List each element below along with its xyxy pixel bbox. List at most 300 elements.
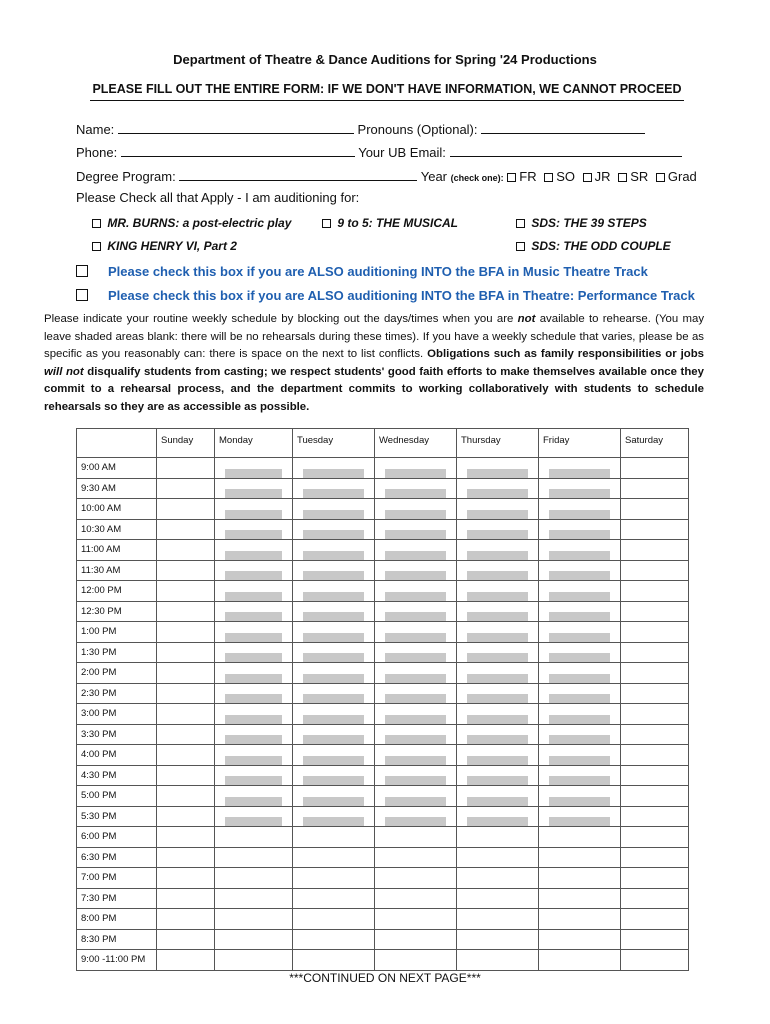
schedule-cell[interactable] [457,806,539,827]
shaded-block [225,571,282,580]
schedule-cell[interactable] [375,581,457,602]
table-row [77,827,689,848]
schedule-cell[interactable] [457,888,539,909]
schedule-cell[interactable] [293,909,375,930]
table-row [77,765,689,786]
shaded-block [303,776,364,785]
shaded-block [385,776,446,785]
schedule-cell[interactable] [539,663,621,684]
schedule-cell[interactable] [293,704,375,725]
schedule-cell[interactable] [215,724,293,745]
schedule-cell[interactable] [157,704,215,725]
schedule-cell[interactable] [157,806,215,827]
schedule-cell[interactable] [215,786,293,807]
schedule-cell[interactable] [539,786,621,807]
schedule-cell[interactable] [621,683,689,704]
schedule-cell[interactable] [215,909,293,930]
schedule-cell[interactable] [457,765,539,786]
schedule-cell[interactable] [157,663,215,684]
schedule-cell[interactable] [457,519,539,540]
schedule-cell[interactable] [539,622,621,643]
shaded-block [385,797,446,806]
schedule-cell[interactable] [157,478,215,499]
schedule-cell[interactable] [375,868,457,889]
table-row [77,478,689,499]
schedule-cell[interactable] [293,786,375,807]
schedule-cell[interactable] [621,560,689,581]
schedule-cell[interactable] [293,847,375,868]
schedule-cell[interactable] [375,519,457,540]
year-option-fr[interactable]: FR [507,169,536,184]
schedule-cell[interactable] [293,622,375,643]
phone-row [76,144,682,160]
shaded-block [385,571,446,580]
schedule-cell[interactable] [293,663,375,684]
shaded-block [467,633,528,642]
schedule-cell[interactable] [375,888,457,909]
degree-field[interactable] [179,168,417,181]
time-label: 12:30 PM [77,601,157,622]
shaded-block [549,612,610,621]
schedule-cell[interactable] [215,642,293,663]
time-label: 5:00 PM [77,786,157,807]
checkbox-icon [516,219,525,228]
time-label: 9:00 AM [77,458,157,479]
schedule-cell[interactable] [215,704,293,725]
schedule-cell[interactable] [215,601,293,622]
schedule-cell[interactable] [215,499,293,520]
table-row [77,724,689,745]
schedule-cell[interactable] [457,458,539,479]
email-field[interactable] [450,144,682,157]
schedule-cell[interactable] [457,868,539,889]
table-row [77,519,689,540]
schedule-cell[interactable] [157,950,215,971]
table-row [77,540,689,561]
schedule-cell[interactable] [293,929,375,950]
schedule-cell[interactable] [621,909,689,930]
table-row [77,745,689,766]
check-prompt: Please Check all that Apply - I am auditioning for: [76,190,360,205]
shaded-block [467,817,528,826]
schedule-cell[interactable] [375,683,457,704]
schedule-cell[interactable] [457,540,539,561]
schedule-cell[interactable] [621,827,689,848]
schedule-cell[interactable] [621,519,689,540]
schedule-cell[interactable] [375,745,457,766]
shaded-block [385,674,446,683]
schedule-cell[interactable] [457,622,539,643]
shaded-block [549,735,610,744]
schedule-cell[interactable] [157,499,215,520]
schedule-cell[interactable] [621,642,689,663]
shaded-block [467,530,528,539]
schedule-cell[interactable] [539,601,621,622]
production-henry-vi[interactable]: KING HENRY VI, Part 2 [92,239,237,253]
checkbox-icon [507,173,516,182]
shaded-block [549,551,610,560]
time-label: 4:00 PM [77,745,157,766]
shaded-block [303,653,364,662]
schedule-cell[interactable] [539,888,621,909]
schedule-cell[interactable] [375,458,457,479]
schedule-cell[interactable] [215,868,293,889]
shaded-block [385,817,446,826]
shaded-block [549,530,610,539]
shaded-block [385,633,446,642]
schedule-cell[interactable] [375,929,457,950]
schedule-cell[interactable] [457,642,539,663]
schedule-cell[interactable] [539,560,621,581]
schedule-cell[interactable] [293,458,375,479]
schedule-cell[interactable] [621,765,689,786]
shaded-block [303,756,364,765]
schedule-cell[interactable] [457,929,539,950]
schedule-cell[interactable] [539,519,621,540]
shaded-block [303,489,364,498]
shaded-block [549,510,610,519]
checkbox-icon [322,219,331,228]
schedule-cell[interactable] [215,663,293,684]
schedule-cell[interactable] [621,806,689,827]
schedule-cell[interactable] [457,704,539,725]
schedule-cell[interactable] [157,724,215,745]
shaded-block [549,776,610,785]
time-label: 6:00 PM [77,827,157,848]
phone-field[interactable] [121,144,355,157]
year-option-sr[interactable]: SR [618,169,648,184]
shaded-block [549,571,610,580]
schedule-cell[interactable] [457,950,539,971]
schedule-cell[interactable] [293,478,375,499]
year-option-grad[interactable]: Grad [656,169,697,184]
year-label: Year [420,169,448,184]
schedule-cell[interactable] [457,601,539,622]
shaded-block [225,756,282,765]
schedule-cell[interactable] [293,642,375,663]
schedule-cell[interactable] [293,765,375,786]
schedule-cell[interactable] [539,724,621,745]
schedule-cell[interactable] [621,724,689,745]
schedule-cell[interactable] [157,683,215,704]
schedule-cell[interactable] [293,601,375,622]
schedule-cell[interactable] [539,765,621,786]
schedule-cell[interactable] [457,683,539,704]
production-mr-burns[interactable]: MR. BURNS: a post-electric play [92,216,291,230]
schedule-cell[interactable] [215,950,293,971]
name-field[interactable] [118,121,354,134]
day-header: Tuesday [293,429,375,458]
schedule-cell[interactable] [539,806,621,827]
schedule-cell[interactable] [457,786,539,807]
schedule-cell[interactable] [375,601,457,622]
schedule-cell[interactable] [375,950,457,971]
degree-row [76,168,697,184]
schedule-cell[interactable] [293,827,375,848]
schedule-cell[interactable] [375,642,457,663]
schedule-cell[interactable] [457,724,539,745]
schedule-cell[interactable] [539,745,621,766]
time-label: 11:30 AM [77,560,157,581]
schedule-cell[interactable] [539,540,621,561]
shaded-block [385,694,446,703]
schedule-cell[interactable] [293,806,375,827]
schedule-cell[interactable] [621,458,689,479]
shaded-block [225,776,282,785]
time-label: 7:00 PM [77,868,157,889]
shaded-block [225,817,282,826]
shaded-block [467,756,528,765]
schedule-cell[interactable] [293,519,375,540]
time-label: 9:30 AM [77,478,157,499]
shaded-block [225,592,282,601]
schedule-cell[interactable] [157,458,215,479]
shaded-block [549,715,610,724]
schedule-cell[interactable] [621,704,689,725]
shaded-block [467,715,528,724]
schedule-cell[interactable] [539,458,621,479]
shaded-block [467,797,528,806]
schedule-cell[interactable] [215,683,293,704]
schedule-cell[interactable] [293,950,375,971]
schedule-cell[interactable] [215,560,293,581]
schedule-cell[interactable] [157,847,215,868]
shaded-block [303,612,364,621]
time-label: 10:00 AM [77,499,157,520]
time-label: 10:30 AM [77,519,157,540]
schedule-cell[interactable] [215,827,293,848]
schedule-cell[interactable] [293,499,375,520]
schedule-cell[interactable] [457,909,539,930]
schedule-cell[interactable] [293,888,375,909]
schedule-cell[interactable] [457,560,539,581]
schedule-cell[interactable] [621,950,689,971]
schedule-cell[interactable] [375,806,457,827]
schedule-cell[interactable] [457,663,539,684]
shaded-block [385,469,446,478]
checkbox-icon [656,173,665,182]
schedule-cell[interactable] [157,909,215,930]
schedule-cell[interactable] [539,581,621,602]
schedule-cell[interactable] [621,478,689,499]
schedule-cell[interactable] [375,909,457,930]
schedule-cell[interactable] [539,827,621,848]
schedule-cell[interactable] [621,540,689,561]
time-label: 2:00 PM [77,663,157,684]
schedule-cell[interactable] [293,724,375,745]
table-row [77,499,689,520]
schedule-cell[interactable] [457,745,539,766]
shaded-block [303,797,364,806]
checkbox-icon [76,289,88,301]
schedule-cell[interactable] [621,499,689,520]
shaded-block [549,489,610,498]
bfa-performance-checkbox[interactable] [76,289,88,304]
checkbox-icon [92,219,101,228]
year-option-so[interactable]: SO [544,169,575,184]
schedule-cell[interactable] [375,847,457,868]
schedule-cell[interactable] [157,642,215,663]
schedule-cell[interactable] [621,581,689,602]
shaded-block [385,612,446,621]
shaded-block [385,551,446,560]
shaded-block [467,551,528,560]
schedule-cell[interactable] [539,478,621,499]
schedule-cell[interactable] [157,827,215,848]
shaded-block [467,735,528,744]
table-row [77,704,689,725]
schedule-cell[interactable] [215,806,293,827]
schedule-cell[interactable] [539,642,621,663]
shaded-block [549,633,610,642]
schedule-cell[interactable] [157,745,215,766]
shaded-block [549,674,610,683]
schedule-cell[interactable] [215,745,293,766]
schedule-cell[interactable] [157,929,215,950]
schedule-cell[interactable] [621,929,689,950]
schedule-cell[interactable] [621,601,689,622]
form-title: Department of Theatre & Dance Auditions for Spring '24 Productions [173,52,597,67]
schedule-cell[interactable] [375,622,457,643]
time-label: 12:00 PM [77,581,157,602]
production-odd-couple[interactable]: SDS: THE ODD COUPLE [516,239,671,253]
schedule-cell[interactable] [215,478,293,499]
schedule-cell[interactable] [215,622,293,643]
schedule-cell[interactable] [157,601,215,622]
schedule-cell[interactable] [621,786,689,807]
schedule-cell[interactable] [293,868,375,889]
schedule-cell[interactable] [375,765,457,786]
schedule-cell[interactable] [215,888,293,909]
table-row [77,622,689,643]
schedule-cell[interactable] [539,704,621,725]
schedule-cell[interactable] [539,499,621,520]
phone-label: Phone: [76,145,118,160]
schedule-cell[interactable] [621,888,689,909]
schedule-cell[interactable] [621,745,689,766]
schedule-cell[interactable] [215,458,293,479]
checkbox-icon [76,265,88,277]
schedule-cell[interactable] [375,724,457,745]
schedule-cell[interactable] [375,540,457,561]
schedule-cell[interactable] [157,581,215,602]
schedule-cell[interactable] [293,745,375,766]
schedule-cell[interactable] [215,929,293,950]
schedule-cell[interactable] [539,909,621,930]
shaded-block [225,469,282,478]
schedule-cell[interactable] [157,540,215,561]
schedule-cell[interactable] [621,622,689,643]
email-label: Your UB Email: [358,145,446,160]
bfa-music-theatre-label: Please check this box if you are ALSO auditioning INTO the BFA in Music Theatre Track [108,264,648,279]
schedule-cell[interactable] [157,519,215,540]
table-row [77,581,689,602]
schedule-cell[interactable] [539,929,621,950]
shaded-block [467,469,528,478]
instructions-paragraph: Please indicate your routine weekly schedule by blocking out the days/times when you are not available to rehearse. (You may leave shaded areas blank: there will be no rehearsals during these times). If you have a weekly schedule that varies, please be as specific as you reasonably can: there is space on the next to list conflicts. Obligations such as family responsibilities or jobs will not disqualify students from casting; we respect students' good faith efforts to make themselves available once they commit to a rehearsal process, and the department commits to working collaboratively with students to schedule rehearsals so they are as accessible as possible. [44,313,705,413]
schedule-cell[interactable] [457,581,539,602]
year-option-jr[interactable]: JR [583,169,611,184]
shaded-block [303,469,364,478]
shaded-block [225,674,282,683]
shaded-block [225,653,282,662]
shaded-block [549,469,610,478]
schedule-cell[interactable] [375,560,457,581]
table-row [77,868,689,889]
time-label: 3:30 PM [77,724,157,745]
schedule-cell[interactable] [375,827,457,848]
shaded-block [385,592,446,601]
schedule-cell[interactable] [215,540,293,561]
time-label: 11:00 AM [77,540,157,561]
shaded-block [467,592,528,601]
schedule-cell[interactable] [293,560,375,581]
schedule-cell[interactable] [157,786,215,807]
schedule-cell[interactable] [215,847,293,868]
schedule-cell[interactable] [157,560,215,581]
schedule-cell[interactable] [157,622,215,643]
time-label: 4:30 PM [77,765,157,786]
time-label: 7:30 PM [77,888,157,909]
shaded-block [303,674,364,683]
schedule-cell[interactable] [215,581,293,602]
bfa-music-theatre-checkbox[interactable] [76,265,88,280]
schedule-cell[interactable] [215,519,293,540]
checkbox-icon [583,173,592,182]
shaded-block [225,797,282,806]
shaded-block [467,694,528,703]
schedule-cell[interactable] [157,765,215,786]
schedule-cell[interactable] [539,683,621,704]
schedule-cell[interactable] [539,847,621,868]
schedule-cell[interactable] [457,499,539,520]
schedule-cell[interactable] [621,847,689,868]
schedule-cell[interactable] [457,827,539,848]
schedule-cell[interactable] [375,663,457,684]
production-39-steps[interactable]: SDS: THE 39 STEPS [516,216,647,230]
shaded-block [467,653,528,662]
schedule-cell[interactable] [539,868,621,889]
schedule-cell[interactable] [215,765,293,786]
schedule-cell[interactable] [375,499,457,520]
pronouns-field[interactable] [481,121,645,134]
shaded-block [549,592,610,601]
schedule-cell[interactable] [457,847,539,868]
shaded-block [225,735,282,744]
schedule-cell[interactable] [539,950,621,971]
schedule-corner-cell [77,429,157,458]
schedule-cell[interactable] [293,683,375,704]
production-9-to-5[interactable]: 9 to 5: THE MUSICAL [322,216,458,230]
shaded-block [225,489,282,498]
schedule-cell[interactable] [457,478,539,499]
day-header: Friday [539,429,621,458]
shaded-block [303,633,364,642]
shaded-block [467,571,528,580]
schedule-cell[interactable] [375,704,457,725]
schedule-cell[interactable] [375,478,457,499]
schedule-cell[interactable] [293,540,375,561]
shaded-block [303,592,364,601]
schedule-cell[interactable] [621,868,689,889]
schedule-cell[interactable] [157,868,215,889]
schedule-cell[interactable] [157,888,215,909]
shaded-block [303,510,364,519]
shaded-block [385,756,446,765]
schedule-cell[interactable] [293,581,375,602]
schedule-cell[interactable] [621,663,689,684]
schedule-cell[interactable] [375,786,457,807]
